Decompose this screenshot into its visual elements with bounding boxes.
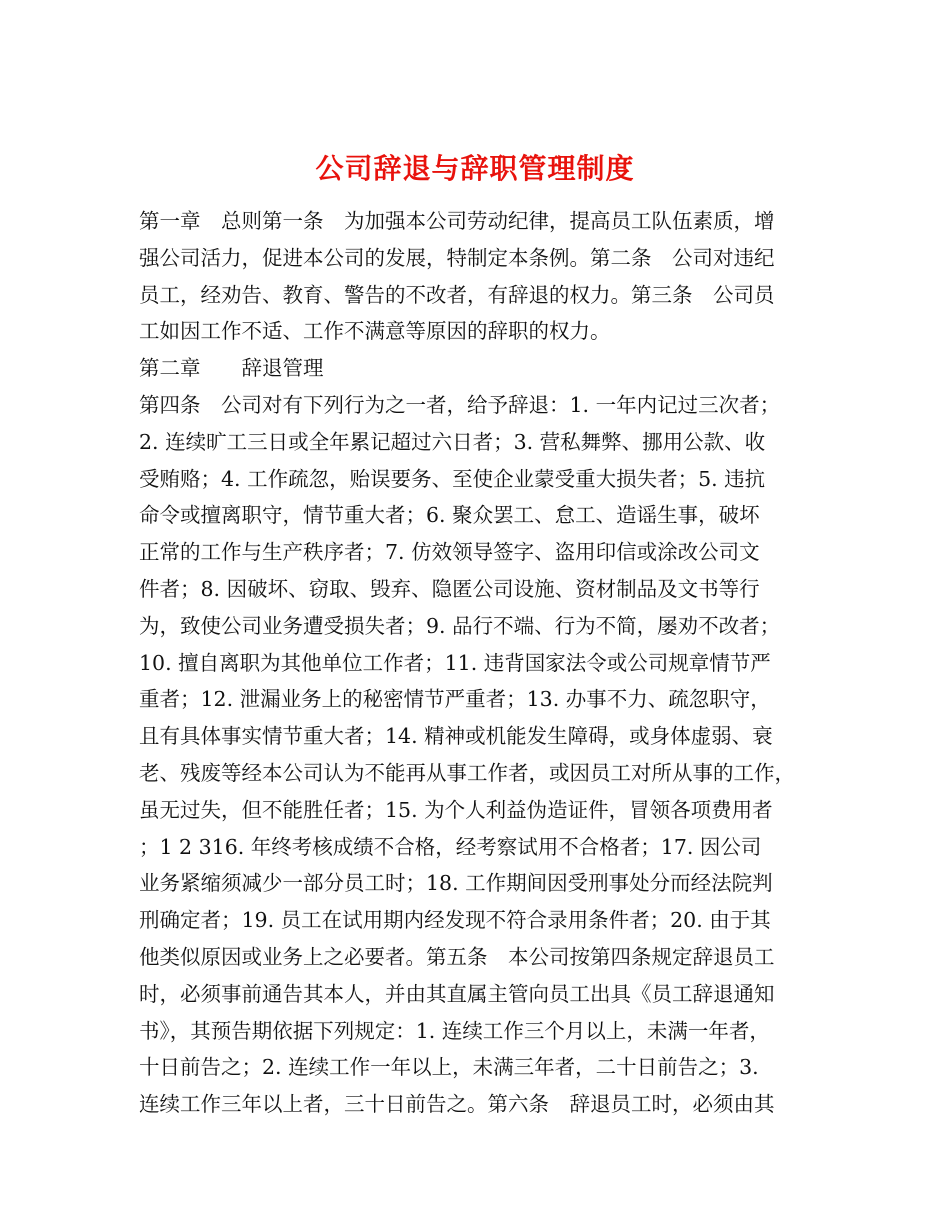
body-line: 件者；8. 因破坏、窃取、毁弃、隐匿公司设施、资材制品及文书等行	[139, 576, 760, 601]
body-line: 2. 连续旷工三日或全年累记超过六日者；3. 营私舞弊、挪用公款、收	[139, 429, 766, 454]
document-body	[139, 203, 795, 1123]
body-line: ；1 2 316. 年终考核成绩不合格，经考察试用不合格者；17. 因公司	[139, 834, 762, 859]
body-line: 业务紧缩须减少一部分员工时；18. 工作期间因受刑事处分而经法院判	[139, 871, 773, 896]
body-line: 员工，经劝告、教育、警告的不改者，有辞退的权力。第三条 公司员	[139, 282, 775, 307]
body-line: 重者；12. 泄漏业务上的秘密情节严重者；13. 办事不力、疏忽职守，	[139, 687, 771, 712]
chapter-heading: 第二章 辞退管理	[139, 356, 324, 381]
body-line: 10. 擅自离职为其他单位工作者；11. 违背国家法令或公司规章情节严	[139, 650, 771, 675]
body-line: 虽无过失，但不能胜任者；15. 为个人利益伪造证件，冒领各项费用者	[139, 797, 773, 822]
body-line: 书》，其预告期依据下列规定：1. 连续工作三个月以上，未满一年者，	[139, 1018, 770, 1043]
body-line: 时，必须事前通告其本人，并由其直属主管向员工出具《员工辞退通知	[139, 981, 775, 1006]
body-line: 他类似原因或业务上之必要者。第五条 本公司按第四条规定辞退员工	[139, 944, 775, 969]
body-line: 正常的工作与生产秩序者；7. 仿效领导签字、盗用印信或涂改公司文	[139, 540, 760, 565]
document-title: 公司辞退与辞职管理制度	[315, 151, 635, 185]
body-line: 为，致使公司业务遭受损失者；9. 品行不端、行为不简，屡劝不改者；	[139, 613, 781, 638]
body-line: 老、残废等经本公司认为不能再从事工作者，或因员工对所从事的工作，	[139, 760, 795, 785]
body-line: 命令或擅离职守，情节重大者；6. 聚众罢工、怠工、造谣生事，破坏	[139, 503, 760, 528]
body-line: 受贿赂；4. 工作疏忽，贻误要务、至使企业蒙受重大损失者；5. 违抗	[139, 466, 766, 491]
body-line: 刑确定者；19. 员工在试用期内经发现不符合录用条件者；20. 由于其	[139, 908, 771, 933]
body-line: 第四条 公司对有下列行为之一者，给予辞退：1. 一年内记过三次者；	[139, 392, 781, 417]
body-line: 强公司活力，促进本公司的发展，特制定本条例。第二条 公司对违纪	[139, 245, 775, 270]
body-line: 连续工作三年以上者，三十日前告之。第六条 辞退员工时，必须由其	[139, 1092, 775, 1117]
body-line: 工如因工作不适、工作不满意等原因的辞职的权力。	[139, 319, 611, 344]
body-line: 且有具体事实情节重大者；14. 精神或机能发生障碍，或身体虚弱、衰	[139, 724, 773, 749]
body-line: 十日前告之；2. 连续工作一年以上，未满三年者，二十日前告之；3.	[139, 1055, 759, 1080]
body-line: 第一章 总则第一条 为加强本公司劳动纪律，提高员工队伍素质，增	[139, 209, 775, 233]
